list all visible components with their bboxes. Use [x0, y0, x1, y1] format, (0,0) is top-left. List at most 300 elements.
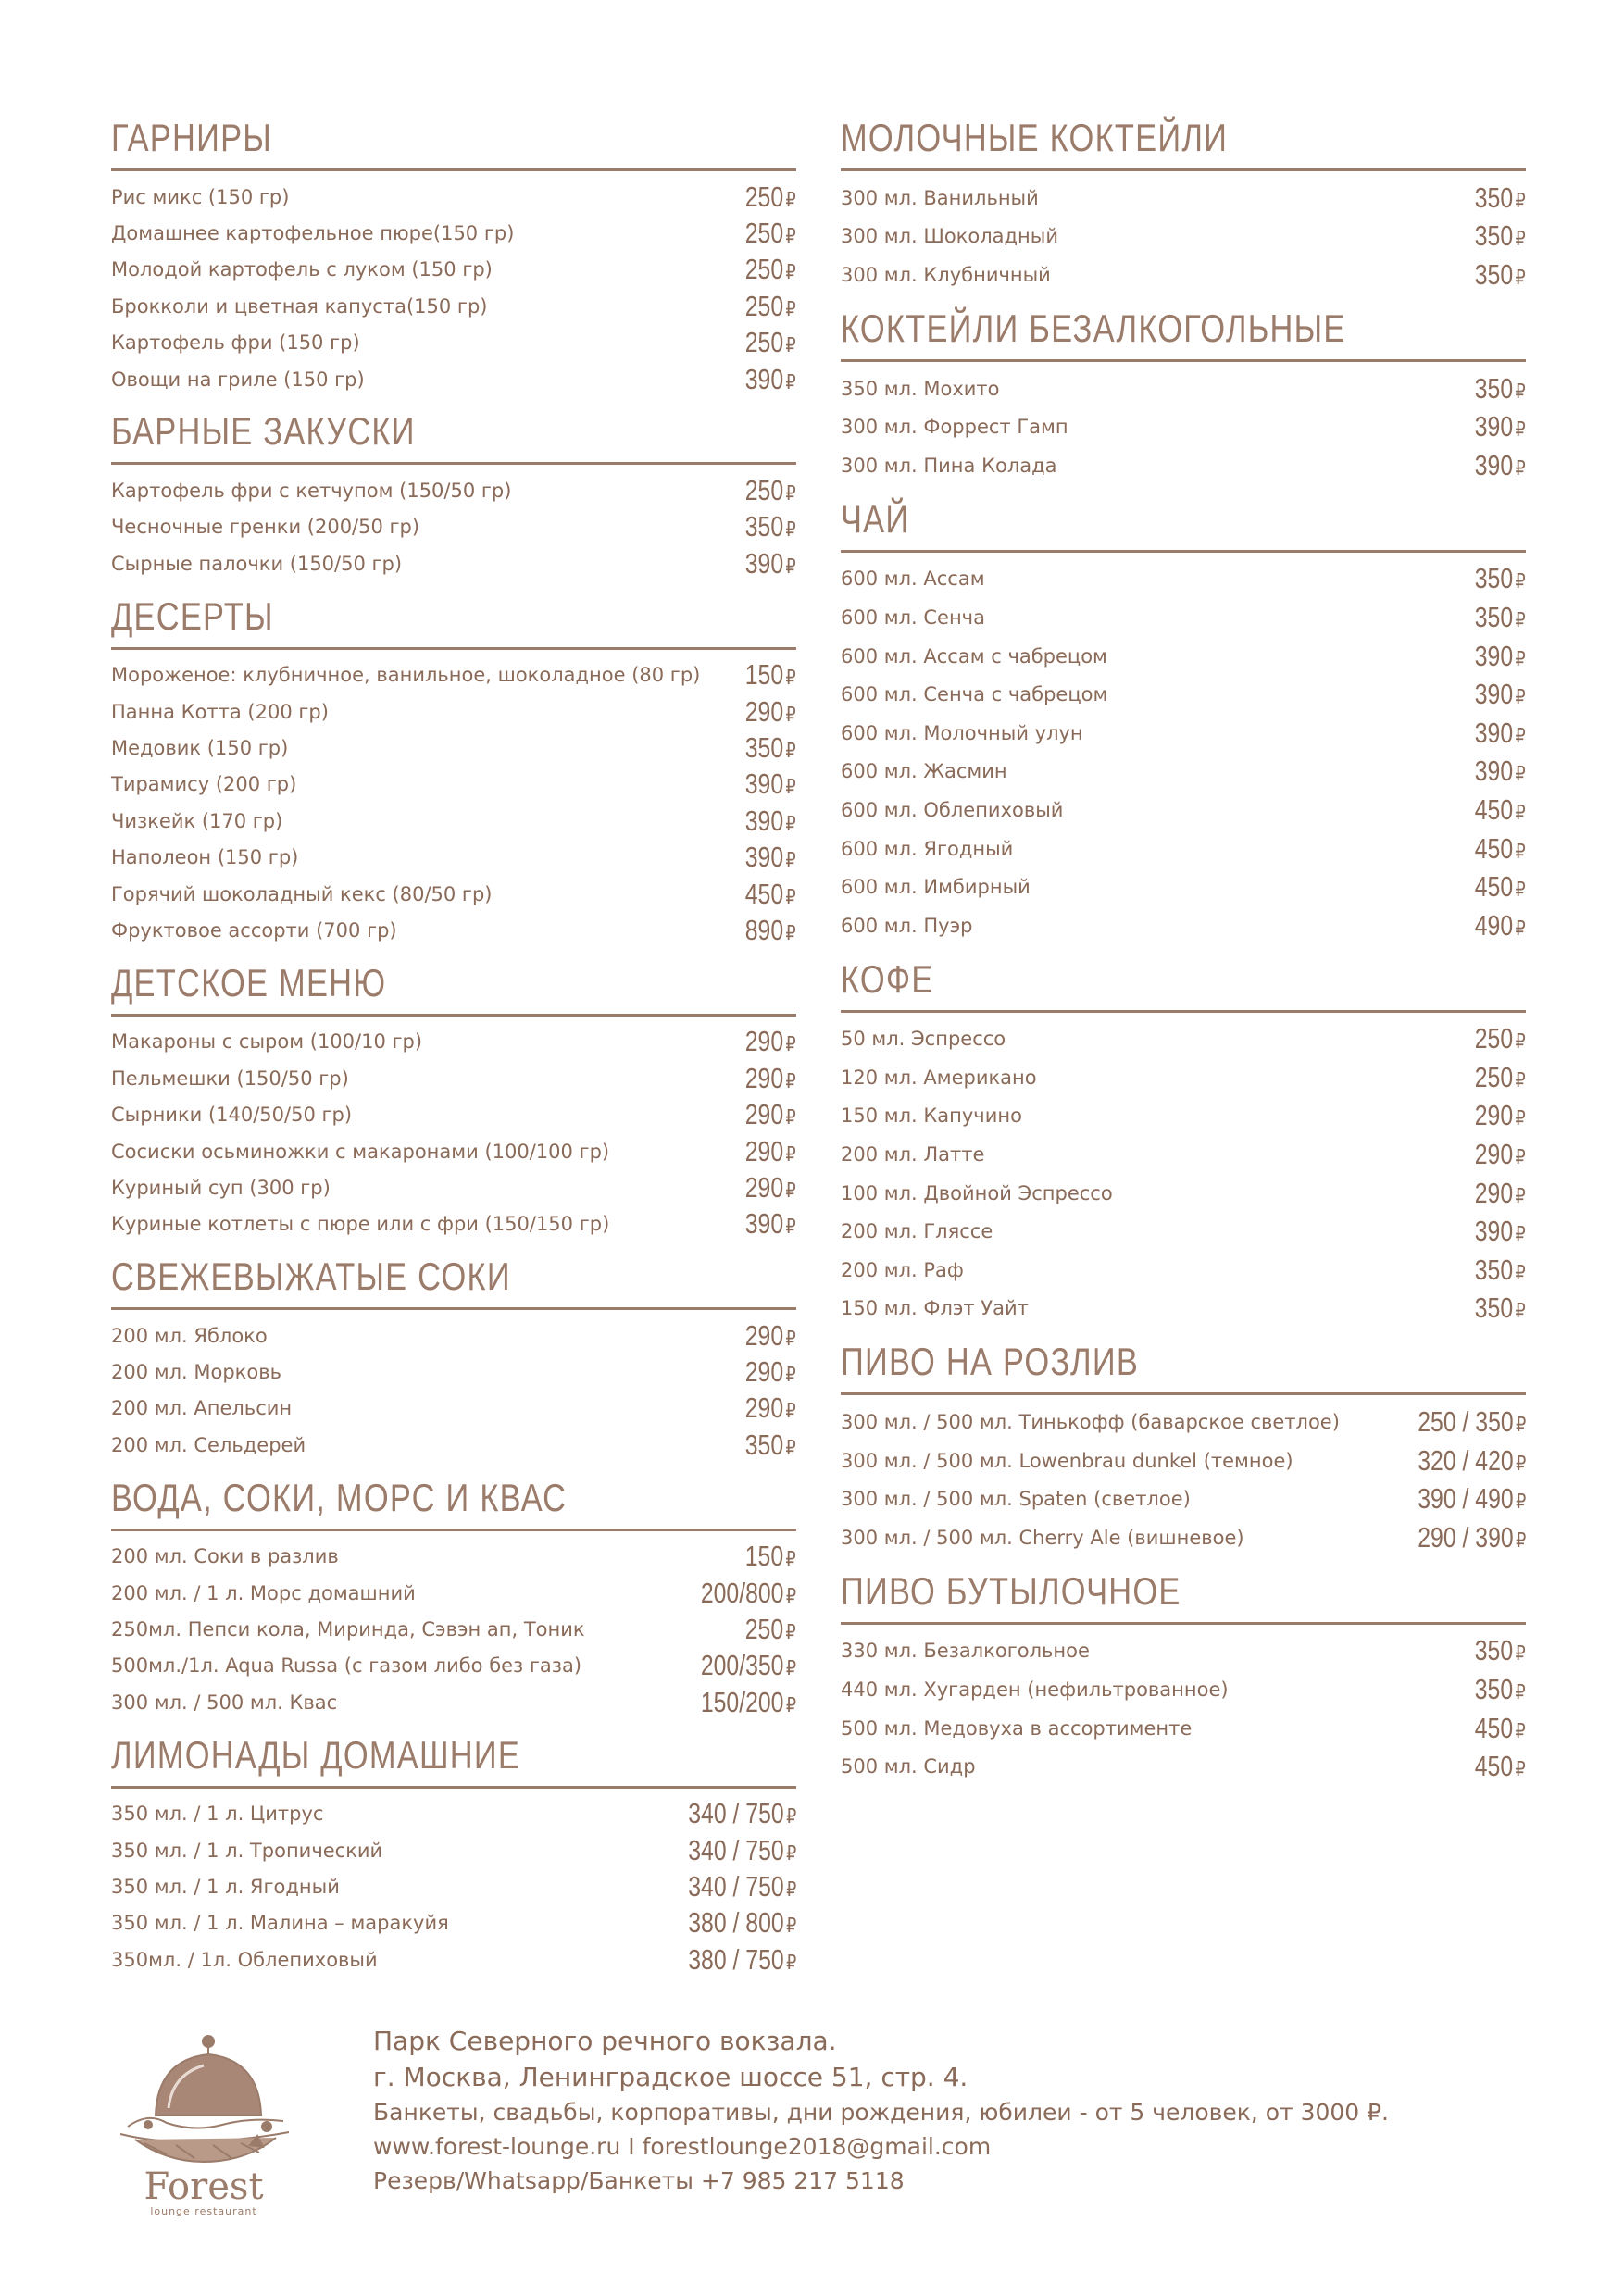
ruble-sign: ₽: [1515, 607, 1526, 631]
menu-item: [111, 1024, 796, 1060]
price-value: 390: [1475, 639, 1514, 672]
price-value: 350: [1475, 1634, 1514, 1667]
menu-item: [841, 446, 1526, 485]
menu-item: [111, 1427, 796, 1463]
ruble-sign: ₽: [1515, 1757, 1526, 1781]
item-name: 600 мл. Ассам: [841, 568, 985, 591]
item-price: [1418, 1444, 1526, 1478]
item-name: Картофель фри (150 гр): [111, 331, 360, 355]
item-price: [745, 767, 796, 801]
ruble-sign: ₽: [785, 811, 796, 835]
ruble-sign: ₽: [785, 848, 796, 872]
price-value: 150: [745, 658, 784, 692]
price-value: 390 / 490: [1417, 1482, 1514, 1516]
price-value: 290: [745, 1098, 784, 1131]
section-title: ЛИМОНАДЫ ДОМАШНИЕ: [111, 1732, 521, 1777]
price-value: 290: [745, 1391, 784, 1425]
footer: [111, 2023, 1518, 2217]
ruble-sign: ₽: [1515, 1641, 1526, 1666]
ruble-sign: ₽: [1515, 1490, 1526, 1514]
price-value: 290: [745, 694, 784, 728]
price-value: 250: [1475, 1060, 1514, 1093]
menu-item: [111, 325, 796, 361]
item-name: 300 мл. Шоколадный: [841, 225, 1058, 248]
ruble-sign: ₽: [1515, 839, 1526, 863]
ruble-sign: ₽: [1515, 1413, 1526, 1437]
item-price: [745, 363, 796, 396]
price-value: 350: [1475, 257, 1514, 291]
ruble-sign: ₽: [785, 1547, 796, 1571]
price-value: 340 / 750: [687, 1797, 784, 1830]
menu-item: [841, 1097, 1526, 1136]
price-value: 250 / 350: [1417, 1405, 1514, 1439]
ruble-sign: ₽: [785, 1877, 796, 1901]
menu-item: [111, 361, 796, 397]
item-price: [745, 474, 796, 507]
ruble-sign: ₽: [1515, 569, 1526, 593]
item-name: 600 мл. Сенча: [841, 605, 985, 629]
item-name: Сырные палочки (150/50 гр): [111, 552, 403, 575]
price-value: 290: [1475, 1138, 1514, 1171]
item-name: 350мл. / 1л. Облепиховый: [111, 1948, 378, 1971]
section-title: ПИВО БУТЫЛОЧНОЕ: [841, 1568, 1181, 1613]
menu-item: [111, 876, 796, 912]
menu-item: [841, 560, 1526, 599]
menu-item: [841, 714, 1526, 753]
price-value: 290: [745, 1134, 784, 1167]
section-divider: [111, 1307, 796, 1310]
item-price: [1475, 1634, 1526, 1667]
price-value: 200/350: [700, 1649, 784, 1682]
ruble-sign: ₽: [785, 1583, 796, 1607]
item-price: [745, 1171, 796, 1204]
address-line-1: Парк Северного речного вокзала.: [373, 2026, 837, 2056]
item-price: [1475, 562, 1526, 595]
price-value: 290: [745, 1025, 784, 1058]
menu-item: [111, 252, 796, 288]
ruble-sign: ₽: [785, 738, 796, 762]
section-divider: [111, 462, 796, 465]
price-value: 250: [745, 474, 784, 507]
ruble-sign: ₽: [785, 554, 796, 578]
menu-section: [111, 1473, 796, 1721]
ruble-sign: ₽: [785, 1950, 796, 1974]
menu-item: [841, 1251, 1526, 1290]
item-name: Овощи на гриле (150 гр): [111, 368, 365, 391]
logo-tagline: lounge restaurant: [150, 2205, 257, 2217]
menu-item: [111, 767, 796, 803]
item-name: 50 мл. Эспрессо: [841, 1028, 1006, 1051]
item-price: [688, 1834, 796, 1867]
price-value: 390: [1475, 755, 1514, 788]
section-title: БАРНЫЕ ЗАКУСКИ: [111, 409, 416, 454]
item-price: [1475, 755, 1526, 788]
item-price: [688, 1870, 796, 1903]
price-value: 350: [745, 1428, 784, 1461]
menu-item: [841, 1518, 1526, 1557]
price-value: 350: [1475, 562, 1514, 595]
price-value: 290: [745, 1355, 784, 1389]
item-name: 440 мл. Хугарден (нефильтрованное): [841, 1678, 1229, 1702]
item-price: [745, 695, 796, 729]
price-value: 250: [745, 253, 784, 286]
menu-item: [841, 1632, 1526, 1671]
menu-item: [111, 1169, 796, 1205]
item-name: 100 мл. Двойной Эспрессо: [841, 1181, 1113, 1204]
ruble-sign: ₽: [785, 333, 796, 357]
item-name: 300 мл. / 500 мл. Spaten (светлое): [841, 1488, 1191, 1511]
item-name: 250мл. Пепси кола, Миринда, Сэвэн ап, Тоник: [111, 1618, 585, 1641]
item-name: Наполеон (150 гр): [111, 846, 299, 869]
price-value: 200/800: [700, 1576, 784, 1609]
ruble-sign: ₽: [1515, 455, 1526, 480]
item-name: Мороженое: клубничное, ванильное, шоколадное (80 гр): [111, 664, 701, 687]
item-price: [745, 878, 796, 911]
section-divider: [111, 168, 796, 171]
menu-item: [111, 1832, 796, 1868]
item-price: [688, 1797, 796, 1830]
menu-item: [111, 1317, 796, 1354]
item-name: 300 мл. Форрест Гамп: [841, 416, 1068, 439]
item-price: [1475, 793, 1526, 827]
menu-item: [111, 288, 796, 324]
menu-item: [111, 657, 796, 693]
item-price: [1475, 1215, 1526, 1248]
item-price: [745, 1613, 796, 1646]
item-name: 600 мл. Пуэр: [841, 914, 973, 937]
item-price: [1418, 1521, 1526, 1554]
ruble-sign: ₽: [785, 1804, 796, 1828]
item-name: 500 мл. Сидр: [841, 1755, 976, 1778]
ruble-sign: ₽: [785, 1620, 796, 1644]
menu-item: [841, 1441, 1526, 1480]
item-name: 600 мл. Жасмин: [841, 760, 1007, 783]
ruble-sign: ₽: [1515, 916, 1526, 940]
price-value: 390: [745, 362, 784, 395]
menu-item: [111, 1391, 796, 1427]
item-price: [701, 1649, 796, 1682]
menu-item: [841, 637, 1526, 676]
menu-item: [841, 753, 1526, 792]
price-value: 450: [1475, 1711, 1514, 1744]
item-name: Сырники (140/50/50 гр): [111, 1104, 353, 1127]
section-title: КОФЕ: [841, 956, 934, 1001]
item-name: 200 мл. / 1 л. Морс домашний: [111, 1581, 416, 1604]
menu-item: [841, 179, 1526, 218]
item-name: 200 мл. Морковь: [111, 1361, 281, 1384]
ruble-sign: ₽: [785, 1032, 796, 1056]
item-name: 150 мл. Капучино: [841, 1104, 1022, 1128]
events-line: Банкеты, свадьбы, корпоративы, дни рождения, юбилеи - от 5 человек, от 3000 ₽.: [373, 2099, 1389, 2126]
ruble-sign: ₽: [1515, 723, 1526, 747]
menu-item: [111, 1941, 796, 1978]
price-value: 450: [1475, 870, 1514, 904]
item-price: [1475, 640, 1526, 673]
price-value: 340 / 750: [687, 1833, 784, 1866]
price-value: 390: [745, 841, 784, 874]
section-divider: [111, 647, 796, 650]
item-price: [1475, 601, 1526, 634]
item-price: [745, 1540, 796, 1573]
ruble-sign: ₽: [785, 1068, 796, 1092]
item-price: [1475, 1750, 1526, 1783]
section-divider: [841, 1010, 1526, 1013]
menu-item: [841, 1174, 1526, 1213]
item-name: 200 мл. Гляссе: [841, 1220, 993, 1243]
footer-info: [373, 2023, 1389, 2198]
section-divider: [841, 168, 1526, 171]
menu-item: [111, 1539, 796, 1575]
item-price: [745, 1135, 796, 1168]
price-value: 390: [1475, 410, 1514, 443]
price-value: 350: [1475, 1673, 1514, 1706]
contacts-line[interactable]: www.forest-lounge.ru I forestlounge2018@gmail.com: [373, 2133, 992, 2160]
item-name: Куриные котлеты с пюре или с фри (150/150 гр): [111, 1213, 610, 1236]
ruble-sign: ₽: [785, 260, 796, 284]
price-value: 350: [745, 730, 784, 764]
item-price: [745, 1391, 796, 1425]
item-price: [745, 326, 796, 359]
item-price: [701, 1577, 796, 1610]
ruble-sign: ₽: [1515, 1451, 1526, 1475]
menu-item: [841, 1020, 1526, 1059]
price-value: 250: [745, 289, 784, 322]
item-price: [701, 1686, 796, 1719]
price-value: 290: [1475, 1176, 1514, 1209]
item-name: 300 мл. Клубничный: [841, 263, 1051, 286]
ruble-sign: ₽: [785, 224, 796, 248]
menu-section: [111, 958, 796, 1242]
menu-item: [111, 912, 796, 948]
ruble-sign: ₽: [785, 920, 796, 944]
ruble-sign: ₽: [1515, 418, 1526, 442]
menu-item: [111, 839, 796, 875]
item-name: Макароны с сыром (100/10 гр): [111, 1030, 423, 1054]
menu-item: [841, 598, 1526, 637]
menu-section: [841, 113, 1526, 294]
logo-wordmark: Forest: [144, 2165, 264, 2208]
menu-item: [841, 1747, 1526, 1786]
item-price: [1418, 1405, 1526, 1439]
item-name: 600 мл. Имбирный: [841, 876, 1031, 899]
price-value: 390: [1475, 716, 1514, 749]
section-divider: [111, 1529, 796, 1531]
section-title: ПИВО НА РОЗЛИВ: [841, 1340, 1140, 1384]
menu-item: [841, 906, 1526, 945]
menu-item: [841, 407, 1526, 446]
ruble-sign: ₽: [785, 1326, 796, 1350]
ruble-sign: ₽: [1515, 227, 1526, 251]
menu-section: [841, 304, 1526, 485]
ruble-sign: ₽: [1515, 1029, 1526, 1054]
item-name: 300 мл. / 500 мл. Lowenbrau dunkel (темное): [841, 1449, 1293, 1472]
price-value: 390: [745, 804, 784, 837]
ruble-sign: ₽: [785, 1363, 796, 1387]
ruble-sign: ₽: [1515, 188, 1526, 212]
ruble-sign: ₽: [1515, 1183, 1526, 1207]
price-value: 250: [745, 180, 784, 213]
item-name: Молодой картофель с луком (150 гр): [111, 258, 493, 281]
item-price: [1475, 870, 1526, 904]
menu-item: [111, 730, 796, 766]
price-value: 150/200: [700, 1685, 784, 1718]
item-price: [1475, 1022, 1526, 1055]
ruble-sign: ₽: [1515, 1067, 1526, 1092]
item-name: Панна Котта (200 гр): [111, 700, 329, 723]
price-value: 350: [1475, 219, 1514, 253]
item-name: 200 мл. Раф: [841, 1258, 964, 1281]
item-price: [1475, 1099, 1526, 1132]
right-menu-column: [841, 104, 1526, 1786]
price-value: 290: [745, 1318, 784, 1352]
item-price: [745, 841, 796, 874]
price-value: 290: [1475, 1099, 1514, 1132]
item-price: [745, 1207, 796, 1241]
ruble-sign: ₽: [785, 1399, 796, 1423]
menu-item: [841, 1212, 1526, 1251]
item-price: [1475, 1138, 1526, 1171]
menu-section: [111, 1730, 796, 1978]
menu-section: [111, 592, 796, 949]
ruble-sign: ₽: [785, 1841, 796, 1865]
price-value: 450: [745, 877, 784, 910]
price-value: 350: [1475, 181, 1514, 214]
item-name: Медовик (150 гр): [111, 736, 289, 759]
item-name: 600 мл. Ягодный: [841, 837, 1014, 860]
ruble-sign: ₽: [1515, 1145, 1526, 1169]
item-price: [745, 217, 796, 250]
item-name: Брокколи и цветная капуста(150 гр): [111, 294, 488, 318]
section-divider: [841, 359, 1526, 362]
item-price: [745, 1355, 796, 1389]
section-title: КОКТЕЙЛИ БЕЗАЛКОГОЛЬНЫЕ: [841, 306, 1346, 350]
menu-item: [841, 1290, 1526, 1329]
section-title: ДЕСЕРТЫ: [111, 593, 274, 638]
item-price: [1475, 678, 1526, 711]
item-name: 600 мл. Сенча с чабрецом: [841, 683, 1108, 706]
item-name: 600 мл. Облепиховый: [841, 798, 1064, 821]
menu-item: [111, 1868, 796, 1904]
section-title: СВЕЖЕВЫЖАТЫЕ СОКИ: [111, 1254, 511, 1298]
item-price: [745, 658, 796, 692]
menu-item: [111, 1133, 796, 1169]
item-name: Горячий шоколадный кекс (80/50 гр): [111, 882, 493, 905]
item-name: 500 мл. Медовуха в ассортименте: [841, 1716, 1193, 1740]
item-price: [745, 1025, 796, 1058]
price-value: 890: [745, 913, 784, 946]
menu-section: [841, 494, 1526, 945]
item-name: Рис микс (150 гр): [111, 185, 290, 208]
ruble-sign: ₽: [785, 296, 796, 320]
ruble-sign: ₽: [785, 702, 796, 726]
ruble-sign: ₽: [785, 1656, 796, 1680]
item-price: [1475, 1061, 1526, 1094]
menu-item: [111, 693, 796, 730]
section-title: ЧАЙ: [841, 496, 910, 541]
menu-item: [111, 1206, 796, 1242]
item-name: 330 мл. Безалкогольное: [841, 1640, 1090, 1663]
item-price: [745, 731, 796, 765]
menu-item: [841, 830, 1526, 868]
menu-section: [841, 1337, 1526, 1556]
price-value: 350: [1475, 371, 1514, 405]
ruble-sign: ₽: [1515, 646, 1526, 670]
item-price: [1475, 1673, 1526, 1706]
menu-item: [111, 215, 796, 251]
menu-item: [841, 218, 1526, 256]
item-name: 300 мл. / 500 мл. Квас: [111, 1691, 338, 1714]
price-value: 390: [745, 1207, 784, 1241]
price-value: 320 / 420: [1417, 1443, 1514, 1477]
item-name: Куриный суп (300 гр): [111, 1176, 331, 1199]
item-price: [745, 1062, 796, 1095]
cloche-nest-icon: [111, 2023, 296, 2217]
menu-item: [841, 1058, 1526, 1097]
item-name: Тирамису (200 гр): [111, 773, 297, 796]
item-price: [1475, 449, 1526, 482]
section-divider: [111, 1786, 796, 1789]
menu-item: [841, 369, 1526, 408]
price-value: 390: [1475, 1215, 1514, 1248]
menu-item: [111, 1575, 796, 1611]
item-price: [688, 1906, 796, 1940]
item-name: 600 мл. Ассам с чабрецом: [841, 644, 1107, 668]
menu-item: [111, 509, 796, 545]
ruble-sign: ₽: [785, 481, 796, 505]
price-value: 250: [745, 1613, 784, 1646]
price-value: 350: [1475, 1253, 1514, 1286]
ruble-sign: ₽: [785, 1178, 796, 1202]
ruble-sign: ₽: [785, 1435, 796, 1459]
item-name: Фруктовое ассорти (700 гр): [111, 918, 397, 942]
menu-item: [841, 256, 1526, 294]
item-name: Пельмешки (150/50 гр): [111, 1067, 349, 1090]
item-price: [745, 547, 796, 580]
section-divider: [841, 550, 1526, 553]
ruble-sign: ₽: [1515, 800, 1526, 824]
price-value: 390: [745, 546, 784, 580]
ruble-sign: ₽: [1515, 1106, 1526, 1130]
menu-section: [841, 1566, 1526, 1786]
menu-item: [111, 1796, 796, 1832]
item-name: 350 мл. / 1 л. Тропический: [111, 1839, 383, 1862]
item-price: [745, 510, 796, 543]
address-line-2: г. Москва, Ленинградское шоссе 51, стр. 4.: [373, 2062, 968, 2092]
item-name: 200 мл. Апельсин: [111, 1397, 293, 1420]
price-value: 250: [1475, 1022, 1514, 1055]
ruble-sign: ₽: [785, 884, 796, 908]
price-value: 390: [1475, 678, 1514, 711]
menu-item: [111, 1060, 796, 1096]
item-price: [1475, 832, 1526, 866]
reserve-line[interactable]: Резерв/Whatsapp/Банкеты +7 985 217 5118: [373, 2167, 905, 2194]
price-value: 350: [745, 510, 784, 543]
section-title: ДЕТСКОЕ МЕНЮ: [111, 960, 387, 1004]
menu-item: [111, 179, 796, 215]
item-name: 200 мл. Сельдерей: [111, 1433, 306, 1456]
item-name: 200 мл. Латте: [841, 1143, 985, 1167]
item-price: [1475, 219, 1526, 253]
price-value: 490: [1475, 908, 1514, 942]
section-title: ГАРНИРЫ: [111, 116, 272, 159]
item-price: [1418, 1482, 1526, 1516]
price-value: 290 / 390: [1417, 1520, 1514, 1554]
ruble-sign: ₽: [785, 775, 796, 799]
section-divider: [841, 1392, 1526, 1395]
item-name: 300 мл. / 500 мл. Cherry Ale (вишневое): [841, 1526, 1244, 1549]
price-value: 350: [1475, 600, 1514, 633]
item-name: Сосиски осьминожки с макаронами (100/100 гр): [111, 1140, 610, 1163]
